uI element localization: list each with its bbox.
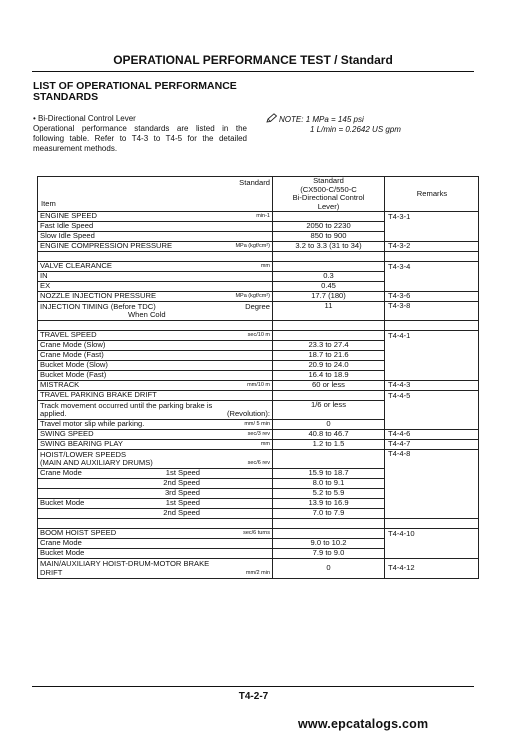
row-standard: 0 (273, 420, 385, 430)
row-unit: Degree (245, 301, 270, 311)
row-label: EX (38, 282, 273, 292)
header-standard-line: Bi-Directional Control (292, 193, 365, 202)
table-row (38, 262, 479, 272)
row-label: Crane Mode (38, 539, 273, 549)
table-row (38, 499, 479, 509)
row-unit: mm (260, 263, 270, 270)
row-remarks: T4-3-4 (385, 262, 479, 272)
row-standard (273, 212, 385, 222)
watermark-url: www.epcatalogs.com (298, 717, 429, 731)
table-row (38, 420, 479, 430)
header-rule (32, 71, 474, 72)
table-row (38, 450, 479, 469)
row-label-2: DRIFT (40, 567, 63, 577)
table-row (38, 440, 479, 450)
table-row (38, 292, 479, 302)
row-standard: 3.2 to 3.3 (31 to 34) (273, 242, 385, 252)
standards-table (37, 176, 479, 579)
table-row (38, 549, 479, 559)
table-row (38, 559, 479, 579)
table-row (38, 469, 479, 479)
table-row (38, 272, 479, 282)
row-speed: 1st Speed (165, 498, 200, 508)
table-row (38, 361, 479, 371)
table-row (38, 252, 479, 262)
table-row (38, 222, 479, 232)
table-row (38, 212, 479, 222)
header-remarks: Remarks (385, 177, 479, 212)
table-row (38, 391, 479, 401)
intro-text: Operational performance standards are listed in the following table. Refer to T4-3 to T4-5 for the detailed measurement methods. (33, 124, 247, 153)
row-label-2: When Cold (128, 310, 166, 319)
row-unit: sec/6 rev (247, 460, 270, 466)
section-title (33, 81, 273, 103)
row-label: ENGINE COMPRESSION PRESSURE (40, 241, 173, 251)
row-label: ENGINE SPEED (40, 211, 97, 221)
row-remarks: T4-4-5 (385, 391, 479, 401)
row-standard: 40.8 to 46.7 (273, 430, 385, 440)
row-standard: 16.4 to 18.9 (273, 371, 385, 381)
section-title-line2: STANDARDS (33, 91, 99, 103)
table-row (38, 519, 479, 529)
table-row (38, 321, 479, 331)
table-row (38, 529, 479, 539)
page-header-title: OPERATIONAL PERFORMANCE TEST / Standard (113, 53, 393, 67)
row-label-2: applied. (40, 409, 67, 418)
row-remarks: T4-3-2 (385, 242, 479, 252)
header-standard-line: Lever) (317, 201, 340, 211)
table-row (38, 242, 479, 252)
intro-bullet: • Bi-Directional Control Lever (33, 114, 136, 123)
row-label: Crane Mode (Fast) (38, 351, 273, 361)
row-speed: 2nd Speed (163, 508, 200, 518)
row-label: MAIN/AUXILIARY HOIST-DRUM-MOTOR BRAKE (40, 559, 210, 568)
row-speed: 1st Speed (165, 468, 200, 478)
row-unit: mm (260, 441, 270, 448)
row-remarks: T4-3-6 (385, 292, 479, 302)
row-unit: (Revolution): (226, 409, 270, 418)
row-remarks: T4-4-7 (385, 440, 479, 450)
row-label: VALVE CLEARANCE (40, 261, 112, 271)
row-label: Bucket Mode (Slow) (38, 361, 273, 371)
table-row (38, 401, 479, 420)
row-standard: 9.0 to 10.2 (273, 539, 385, 549)
row-label: BOOM HOIST SPEED (40, 528, 117, 538)
row-standard: 1/6 or less (273, 401, 385, 420)
row-standard: 5.2 to 5.9 (273, 489, 385, 499)
row-standard: 18.7 to 21.6 (273, 351, 385, 361)
row-standard: 60 or less (273, 381, 385, 391)
row-speed: 3rd Speed (164, 488, 200, 498)
table-row (38, 489, 479, 499)
row-label: NOZZLE INJECTION PRESSURE (40, 291, 157, 301)
note-line2: 1 L/min = 0.2642 US gpm (310, 125, 401, 134)
row-label: Crane Mode (Slow) (38, 341, 273, 351)
row-unit: MPa (kgf/cm²) (235, 243, 270, 250)
header-standard-cell (273, 177, 385, 212)
row-unit: MPa (kgf/cm²) (235, 293, 270, 300)
row-standard: 17.7 (180) (273, 292, 385, 302)
note-line1: 1 MPa = 145 psi (305, 115, 364, 124)
row-label: Crane Mode (40, 468, 82, 478)
row-speed: 2nd Speed (163, 478, 200, 488)
row-unit: mm/2 min (245, 569, 270, 576)
row-label: Bucket Mode (40, 498, 85, 508)
row-unit: sec/3 rev (247, 431, 270, 438)
table-row (38, 302, 479, 321)
row-unit: sec/6 turns (243, 530, 270, 537)
table-row (38, 539, 479, 549)
table-row (38, 341, 479, 351)
row-label: MISTRACK (40, 380, 80, 390)
row-remarks: T4-4-10 (385, 529, 479, 539)
row-standard: 0.45 (273, 282, 385, 292)
row-label: Bucket Mode (Fast) (38, 371, 273, 381)
row-standard: 0 (273, 559, 385, 579)
row-standard: 1.2 to 1.5 (273, 440, 385, 450)
row-remarks: T4-4-6 (385, 430, 479, 440)
row-label: TRAVEL SPEED (40, 330, 97, 340)
row-unit: mm/10 m (247, 382, 270, 389)
header-item: Item (41, 198, 56, 208)
row-remarks: T4-4-3 (385, 381, 479, 391)
header-standard-line: Standard (313, 176, 344, 185)
row-unit: mm/ 5 min (244, 421, 270, 428)
row-standard: 0.3 (273, 272, 385, 282)
row-standard: 2050 to 2230 (273, 222, 385, 232)
row-standard: 8.0 to 9.1 (273, 479, 385, 489)
table-row (38, 351, 479, 361)
row-standard: 15.9 to 18.7 (273, 469, 385, 479)
row-label: Fast Idle Speed (38, 222, 273, 232)
row-unit: sec/10 m (247, 332, 270, 339)
header-standard-small: Standard (239, 178, 270, 187)
row-standard: 23.3 to 27.4 (273, 341, 385, 351)
row-label: Track movement occurred until the parking brake is (40, 400, 213, 410)
row-unit: min-1 (256, 213, 270, 220)
row-label: SWING BEARING PLAY (40, 439, 123, 449)
header-standard-line: (CX500-C/550-C (300, 184, 357, 194)
section-title-line1: LIST OF OPERATIONAL PERFORMANCE (33, 80, 237, 92)
note-block (266, 113, 401, 135)
table-row (38, 430, 479, 440)
note-label: NOTE: (279, 115, 304, 124)
row-standard: 20.9 to 24.0 (273, 361, 385, 371)
row-label: HOIST/LOWER SPEEDS (40, 449, 127, 459)
row-label: Bucket Mode (38, 549, 273, 559)
table-row (38, 282, 479, 292)
table-row (38, 509, 479, 519)
row-remarks: T4-4-1 (385, 331, 479, 341)
row-label: SWING SPEED (40, 429, 94, 439)
table-header-row (38, 177, 479, 212)
table-row (38, 381, 479, 391)
row-label: IN (38, 272, 273, 282)
row-standard: 7.0 to 7.9 (273, 509, 385, 519)
row-standard: 850 to 900 (273, 232, 385, 242)
table-row (38, 232, 479, 242)
table-row (38, 371, 479, 381)
row-remarks: T4-4-8 (385, 450, 479, 469)
row-label: Slow Idle Speed (38, 232, 273, 242)
table-row (38, 479, 479, 489)
row-label-2: (MAIN AND AUXILIARY DRUMS) (40, 458, 153, 467)
page-number: T4-2-7 (238, 691, 269, 702)
row-label: TRAVEL PARKING BRAKE DRIFT (38, 391, 273, 401)
footer-rule (32, 686, 474, 687)
pencil-icon (266, 113, 278, 123)
row-remarks: T4-4-12 (385, 559, 479, 579)
row-standard: 13.9 to 16.9 (273, 499, 385, 509)
row-standard: 11 (273, 302, 385, 321)
row-standard: 7.9 to 9.0 (273, 549, 385, 559)
row-remarks: T4-3-8 (385, 302, 479, 321)
row-remarks: T4-3-1 (385, 212, 479, 222)
table-row (38, 331, 479, 341)
header-item-cell (38, 177, 273, 212)
row-label: INJECTION TIMING (Before TDC) (40, 301, 156, 311)
row-label: Travel motor slip while parking. (40, 419, 145, 429)
